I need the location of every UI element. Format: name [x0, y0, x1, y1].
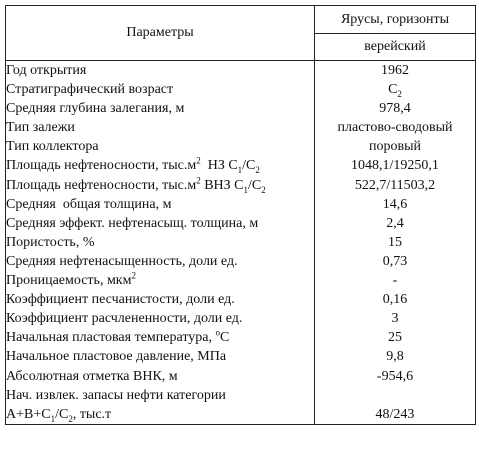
param-value: 14,6: [382, 196, 408, 212]
param-name: Средняя эффект. нефтенасыщ. толщина, м: [6, 215, 259, 231]
param-value: 3: [391, 311, 399, 327]
param-name: Коэффициент расчлененности, доли ед.: [6, 311, 243, 327]
param-name: Пористость, %: [6, 234, 95, 250]
param-value: поровый: [368, 139, 421, 155]
param-value: 2,4: [386, 215, 404, 231]
parameter-names-cell: [6, 61, 315, 425]
param-value: 15: [388, 234, 402, 250]
param-value: 9,8: [386, 349, 404, 365]
param-value: 25: [388, 330, 402, 346]
param-name: Средняя нефтенасыщенность, доли ед.: [6, 253, 238, 269]
param-value: пластово-сводовый: [337, 120, 453, 136]
body-row: [6, 61, 476, 425]
param-name: Тип коллектора: [6, 139, 99, 155]
param-name: Средняя общая толщина, м: [6, 196, 172, 212]
param-name: Площадь нефтеносности, $тыс.м^2$ НЗ $С_1/С_2$: [6, 155, 260, 176]
param-name: Проницаемость, мкм$^2$: [6, 270, 136, 289]
param-value: 978,4: [379, 101, 411, 117]
header-row-1: [6, 6, 476, 34]
param-value: 0,16: [382, 292, 408, 308]
param-name: Средняя глубина залегания, м: [6, 101, 185, 117]
param-name: Начальное пластовое давление, МПа: [6, 349, 227, 365]
params-header: Параметры: [6, 6, 315, 61]
param-value: 522,7/11503,2: [354, 177, 436, 193]
param-name: Начальная пластовая температура, $^о$С: [6, 327, 230, 346]
param-name: Площадь нефтеносности, $тыс.м^2$ ВНЗ $С_1/С_2$: [6, 174, 266, 195]
param-name: Нач. извлек. запасы нефти категории $А+В+С_1/С_2$, тыс.т: [6, 387, 226, 424]
param-value: $С_2$: [388, 82, 402, 99]
parameter-values-cell: [315, 61, 476, 425]
param-value: 1962: [381, 63, 409, 78]
param-value: 48/243: [375, 406, 415, 422]
tiers-header: Ярусы, горизонты: [315, 6, 476, 34]
param-name: Стратиграфический возраст: [6, 82, 174, 98]
param-value: -: [392, 273, 398, 289]
horizon-header: верейский: [315, 34, 476, 61]
param-name: Тип залежи: [6, 120, 75, 136]
param-value: 1048,1/19250,1: [351, 158, 439, 174]
parameters-table: [5, 5, 476, 425]
param-name: Абсолютная отметка ВНК, м: [6, 368, 178, 384]
param-name: Коэффициент песчанистости, доли ед.: [6, 292, 235, 308]
param-value: 0,73: [382, 253, 408, 269]
param-value: -954,6: [376, 368, 414, 384]
param-name: Год открытия: [6, 63, 87, 78]
